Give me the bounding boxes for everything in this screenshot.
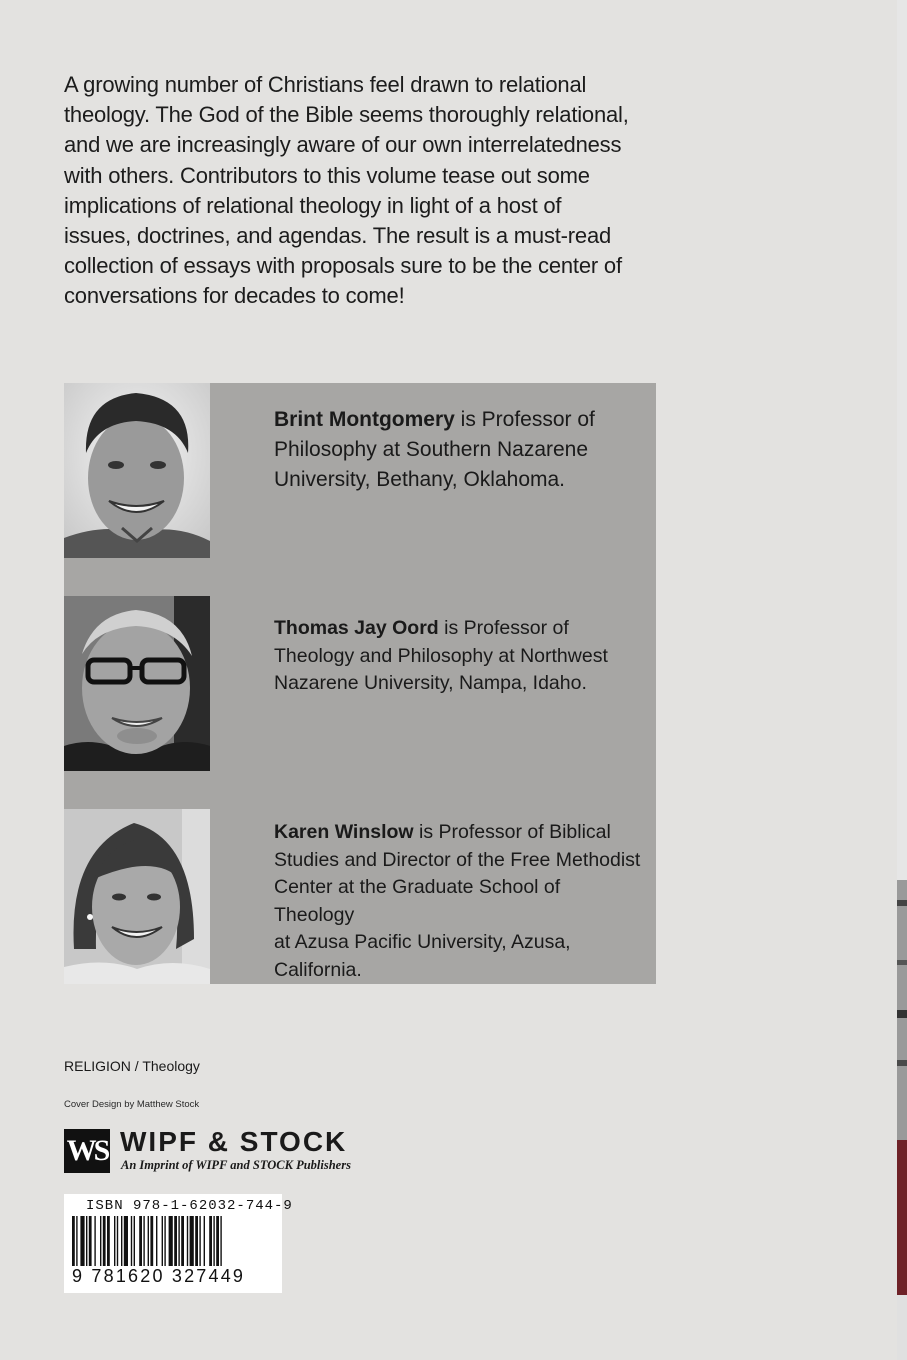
blurb-line: collection of essays with proposals sure to be the center of <box>64 253 622 279</box>
bio-line: Studies and Director of the Free Methodist <box>274 848 641 871</box>
bio-line: Nazarene University, Nampa, Idaho. <box>274 672 587 694</box>
isbn-label: ISBN 978-1-62032-744-9 <box>86 1198 293 1214</box>
bio-line: Center at the Graduate School of Theology <box>274 876 561 926</box>
author-name: Thomas Jay Oord <box>274 617 439 639</box>
author-bio-oord <box>274 615 644 698</box>
subject-category: RELIGION / Theology <box>64 1058 200 1074</box>
bio-line: University, Bethany, Oklahoma. <box>274 468 566 491</box>
author-photo-montgomery <box>64 383 210 558</box>
publisher-tagline: An Imprint of WIPF and STOCK Publishers <box>121 1158 351 1172</box>
author-name: Karen Winslow <box>274 821 414 843</box>
blurb-line: implications of relational theology in light of a host of <box>64 192 562 218</box>
bio-line: is Professor of <box>454 408 595 431</box>
bio-line: at Azusa Pacific University, Azusa, <box>274 931 571 953</box>
bio-line: is Professor of <box>438 617 569 639</box>
portrait-image <box>64 809 210 984</box>
blurb-line: issues, doctrines, and agendas. The result is a must-read <box>64 223 612 249</box>
author-photo-oord <box>64 596 210 771</box>
blurb-line: A growing number of Christians feel drawn to relational <box>64 72 587 97</box>
authors-panel <box>64 383 656 984</box>
blurb-line: theology. The God of the Bible seems thoroughly relational, <box>64 102 629 128</box>
author-bio-montgomery <box>274 405 644 495</box>
bio-line: California. <box>274 958 362 981</box>
publisher-name: WIPF & STOCK <box>120 1126 348 1157</box>
isbn-barcode <box>64 1194 293 1293</box>
barcode-bars-icon <box>72 1216 274 1266</box>
spine-edge-strip <box>897 0 907 1360</box>
bio-line: is Professor of Biblical <box>413 821 611 843</box>
publisher-logo <box>64 1126 384 1177</box>
barcode-digits: 9 781620 327449 <box>72 1266 246 1286</box>
spine-accent-band <box>897 1140 907 1295</box>
author-bio-winslow <box>274 819 644 984</box>
portrait-image <box>64 596 210 771</box>
back-cover-blurb <box>64 70 644 312</box>
author-photo-winslow <box>64 809 210 984</box>
blurb-line: with others. Contributors to this volume tease out some <box>64 162 590 188</box>
bio-line: Theology and Philosophy at Northwest <box>274 644 608 667</box>
blurb-line: conversations for decades to come! <box>64 283 405 309</box>
ws-logo-icon: WS <box>64 1129 110 1173</box>
portrait-image <box>64 383 210 558</box>
bio-line: Philosophy at Southern Nazarene <box>274 438 589 461</box>
author-name: Brint Montgomery <box>274 408 455 431</box>
blurb-line: and we are increasingly aware of our own interrelatedness <box>64 132 622 158</box>
cover-design-credit: Cover Design by Matthew Stock <box>64 1099 200 1110</box>
